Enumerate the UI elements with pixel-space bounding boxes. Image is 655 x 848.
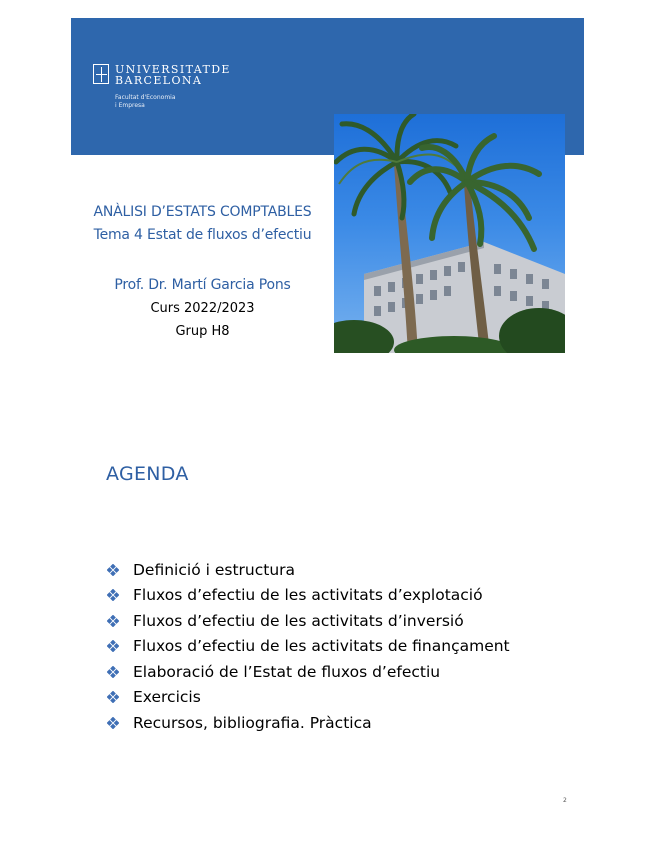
- diamond-bullet-icon: [107, 640, 119, 652]
- agenda-item-text: Fluxos d’efectiu de les activitats de finançament: [133, 637, 510, 656]
- agenda-item: [107, 659, 510, 685]
- title-slide: [71, 18, 584, 358]
- agenda-item-text: Fluxos d’efectiu de les activitats d’explotació: [133, 586, 483, 605]
- agenda-item: [107, 710, 510, 736]
- diamond-bullet-icon: [107, 589, 119, 601]
- agenda-title: AGENDA: [106, 463, 189, 485]
- professor-name: Prof. Dr. Martí Garcia Pons: [114, 277, 291, 293]
- agenda-item-text: Definició i estructura: [133, 560, 296, 579]
- course-title: ANÀLISI D’ESTATS COMPTABLES: [93, 204, 312, 220]
- agenda-item: [107, 557, 510, 583]
- logo-text-barcelona: BARCELONA: [115, 74, 203, 87]
- logo-faculty: Facultat d'Economia i Empresa: [115, 94, 176, 109]
- diamond-bullet-icon: [107, 717, 119, 729]
- academic-year: Curs 2022/2023: [150, 301, 255, 316]
- agenda-item-text: Fluxos d’efectiu de les activitats d’inversió: [133, 611, 464, 630]
- class-group: Grup H8: [175, 324, 230, 339]
- logo-text-university: UNIVERSITATDE: [115, 63, 231, 76]
- diamond-bullet-icon: [107, 691, 119, 703]
- page-number: 2: [563, 797, 567, 804]
- agenda-item-text: Exercicis: [133, 688, 201, 707]
- agenda-item: [107, 634, 510, 660]
- agenda-item: [107, 685, 510, 711]
- diamond-bullet-icon: [107, 666, 119, 678]
- agenda-item: [107, 583, 510, 609]
- agenda-item-text: Elaboració de l’Estat de fluxos d’efectiu: [133, 662, 441, 681]
- diamond-bullet-icon: [107, 564, 119, 576]
- agenda-item: [107, 608, 510, 634]
- palm-trees-photo: [334, 114, 565, 353]
- diamond-bullet-icon: [107, 615, 119, 627]
- agenda-item-text: Recursos, bibliografia. Pràctica: [133, 713, 372, 732]
- university-seal-icon: [93, 64, 109, 84]
- agenda-list: [107, 557, 510, 736]
- topic-title: Tema 4 Estat de fluxos d’efectiu: [93, 227, 312, 243]
